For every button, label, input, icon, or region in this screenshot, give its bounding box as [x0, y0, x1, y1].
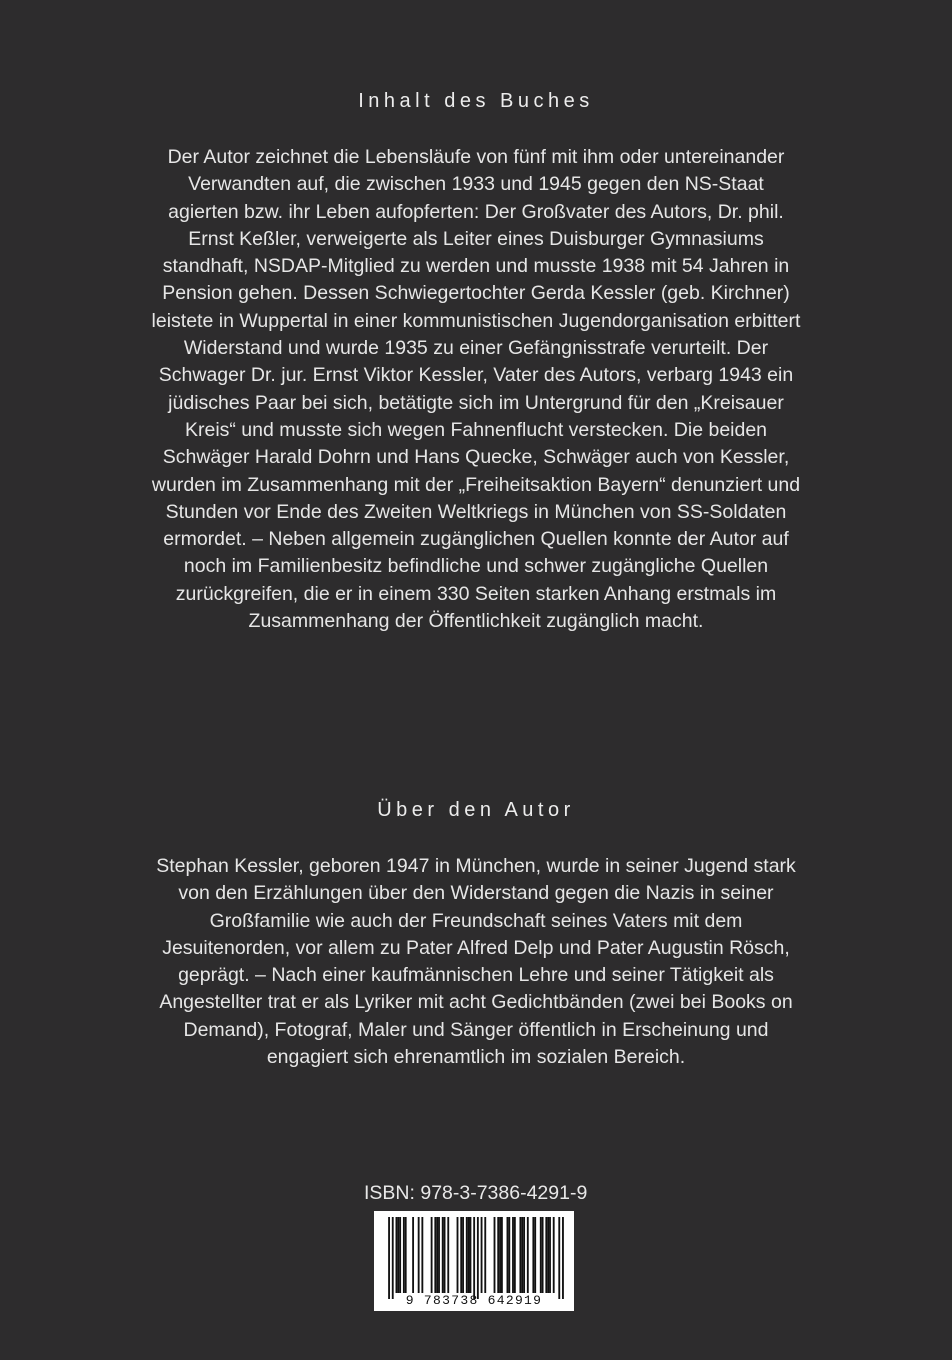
barcode-bar — [514, 1217, 516, 1293]
barcode-bar — [405, 1217, 407, 1293]
barcode-bar — [397, 1217, 399, 1293]
barcode-bar — [481, 1217, 483, 1293]
barcode-guard-bar — [392, 1217, 394, 1299]
barcode-bar — [519, 1217, 521, 1293]
contents-line: jüdisches Paar bei sich, betätigte sich im Untergrund für den „Kreisauer — [168, 391, 784, 414]
contents-line: noch im Familienbesitz befindliche und schwer zugängliche Quellen — [183, 555, 769, 578]
contents-line: Pension gehen. Dessen Schwiegertochter Gerda Kessler (geb. Kirchner) — [162, 282, 790, 305]
barcode-bar — [431, 1217, 433, 1293]
barcode-bar — [468, 1217, 470, 1293]
barcode — [374, 1211, 574, 1311]
barcode-bar — [484, 1217, 486, 1293]
barcode-bar — [542, 1217, 544, 1293]
barcode-bar — [396, 1217, 398, 1293]
barcode-guard-bar — [477, 1217, 479, 1299]
author-heading: Über den Autor — [377, 799, 575, 821]
contents-line: standhaft, NSDAP-Mitglied zu werden und musste 1938 mit 54 Jahren in — [162, 255, 790, 278]
barcode-bar — [512, 1217, 514, 1293]
barcode-bar — [534, 1217, 536, 1293]
contents-line: wurden im Zusammenhang mit der „Freiheitsaktion Bayern“ denunziert und — [151, 473, 801, 496]
barcode-guard-bar — [473, 1217, 475, 1299]
contents-line: zurückgreifen, die er in einem 330 Seiten starken Anhang erstmals im — [175, 582, 777, 605]
author-line: von den Erzählungen über den Widerstand gegen die Nazis in seiner — [178, 882, 774, 905]
barcode-bar — [532, 1217, 534, 1293]
barcode-bar — [438, 1217, 440, 1293]
contents-line: Schwäger Harald Dohrn und Hans Quecke, Schwäger auch von Kessler, — [162, 446, 790, 469]
contents-line: agierten bzw. ihr Leben aufopferten: Der Großvater des Autors, Dr. phil. — [168, 200, 784, 223]
barcode-bar — [521, 1217, 523, 1293]
barcode-bar — [540, 1217, 542, 1293]
barcode-bar — [457, 1217, 459, 1293]
barcode-bar — [462, 1217, 464, 1293]
barcode-bar — [527, 1217, 529, 1293]
barcode-bar — [553, 1217, 555, 1293]
isbn-label: ISBN: 978-3-7386-4291-9 — [364, 1182, 588, 1204]
barcode-bar — [403, 1217, 405, 1293]
contents-line: Zusammenhang der Öffentlichkeit zugänglich macht. — [248, 610, 704, 633]
contents-line: Der Autor zeichnet die Lebensläufe von fünf mit ihm oder untereinander — [167, 146, 785, 168]
barcode-bar — [399, 1217, 401, 1293]
contents-heading: Inhalt des Buches — [358, 90, 594, 112]
barcode-bar — [501, 1217, 503, 1293]
contents-line: Schwager Dr. jur. Ernst Viktor Kessler, Vater des Autors, verbarg 1943 ein — [158, 364, 794, 387]
author-line: Demand), Fotograf, Maler und Sänger öffentlich in Erscheinung und — [183, 1018, 769, 1041]
barcode-bar — [466, 1217, 468, 1293]
author-line: Großfamilie wie auch der Freundschaft seines Vaters mit dem — [209, 909, 743, 932]
barcode-bar — [447, 1217, 449, 1293]
author-line: Jesuitenorden, vor allem zu Pater Alfred Delp und Pater Augustin Rösch, — [162, 936, 790, 959]
author-line: engagiert sich ehrenamtlich im sozialen Bereich. — [266, 1046, 686, 1069]
author-line: Stephan Kessler, geboren 1947 in München, wurde in seiner Jugend stark — [156, 855, 796, 877]
author-paragraph — [150, 853, 802, 1071]
barcode-bar — [444, 1217, 446, 1293]
contents-line: Ernst Keßler, verweigerte als Leiter eines Duisburger Gymnasiums — [188, 227, 764, 250]
contents-paragraph — [150, 144, 802, 635]
contents-line: Kreis“ und musste sich wegen Fahnenflucht verstecken. Die beiden — [184, 418, 768, 441]
barcode-bar — [412, 1217, 414, 1293]
barcode-bar — [442, 1217, 444, 1293]
barcode-bar — [499, 1217, 501, 1293]
barcode-guard-bar — [562, 1217, 564, 1299]
barcode-bar — [549, 1217, 551, 1293]
author-line: geprägt. – Nach einer kaufmännischen Lehre und seiner Tätigkeit als — [178, 964, 774, 987]
barcode-bar — [470, 1217, 472, 1293]
barcode-bar — [508, 1217, 510, 1293]
contents-line: Stunden vor Ende des Zweiten Weltkriegs in München von SS-Soldaten — [165, 500, 787, 523]
barcode-bar — [494, 1217, 496, 1293]
contents-line: leistete in Wuppertal in einer kommunistischen Jugendorganisation erbittert — [151, 309, 801, 332]
barcode-bar — [436, 1217, 438, 1293]
barcode-guard-bar — [388, 1217, 390, 1299]
contents-line: Verwandten auf, die zwischen 1933 und 1945 gegen den NS-Staat — [188, 173, 764, 196]
contents-line: ermordet. – Neben allgemein zugänglichen Quellen konnte der Autor auf — [163, 528, 789, 551]
barcode-bar — [497, 1217, 499, 1293]
contents-line: Widerstand und wurde 1935 zu einer Gefängnisstrafe verurteilt. Der — [183, 337, 769, 360]
barcode-digits: 9 783738 642919 — [405, 1293, 543, 1308]
barcode-bar — [460, 1217, 462, 1293]
barcode-guard-bar — [558, 1217, 560, 1299]
author-line: Angestellter trat er als Lyriker mit acht Gedichtbänden (zwei bei Books on — [159, 991, 793, 1014]
barcode-bar — [434, 1217, 436, 1293]
barcode-bar — [523, 1217, 525, 1293]
barcode-bar — [421, 1217, 423, 1293]
barcode-bar — [507, 1217, 509, 1293]
barcode-bar — [545, 1217, 547, 1293]
barcode-bar — [547, 1217, 549, 1293]
barcode-bar — [418, 1217, 420, 1293]
